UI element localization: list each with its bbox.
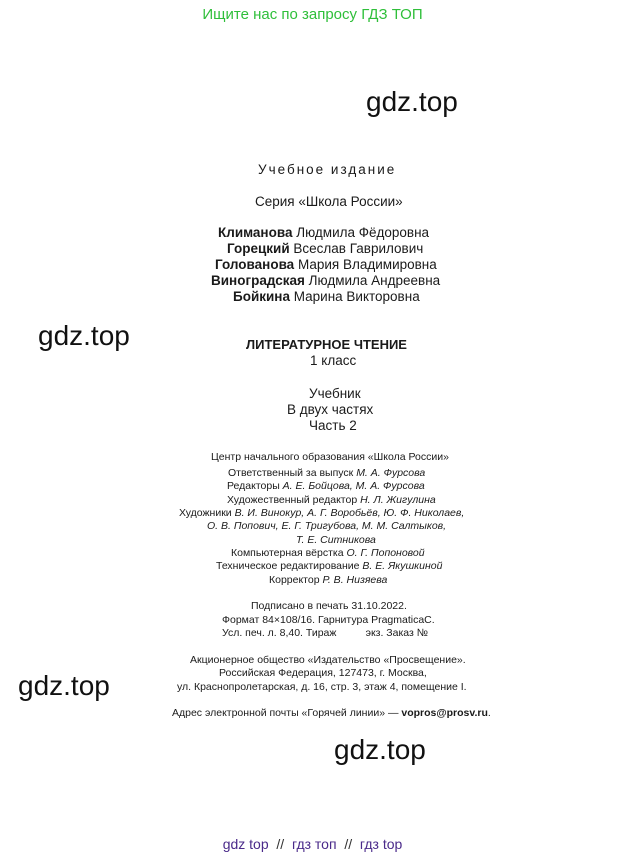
credit-artists-3 <box>296 534 376 546</box>
footer-link[interactable]: гдз топ <box>291 836 337 852</box>
author-surname: Виноградская <box>211 273 305 288</box>
author-name: Людмила Фёдоровна <box>296 225 430 240</box>
book-type: Учебник <box>309 386 361 401</box>
author-name: Всеслав Гаврилович <box>293 241 424 256</box>
credit-name: М. А. Фурсова <box>356 467 426 479</box>
credit-name: Н. Л. Жигулина <box>360 494 436 506</box>
publisher-line3: ул. Краснопролетарская, д. 16, стр. 3, этаж 4, помещение I. <box>177 681 467 693</box>
credit-label: Компьютерная вёрстка <box>231 547 344 559</box>
watermark: gdz.top <box>366 86 458 117</box>
author-line <box>227 241 423 256</box>
print-sheets: Усл. печ. л. 8,40. Тираж экз. Заказ № <box>222 627 429 639</box>
author-line <box>233 289 420 304</box>
credit-label: Художники <box>179 507 232 519</box>
author-line <box>211 273 440 288</box>
author-name: Людмила Андреевна <box>308 273 441 288</box>
credit-artists-2 <box>207 520 446 532</box>
watermark: gdz.top <box>18 670 110 701</box>
part-number: Часть 2 <box>309 418 357 433</box>
edition-type: Учебное издание <box>258 162 397 177</box>
credit-proofreader <box>269 574 387 586</box>
author-name: Марина Викторовна <box>293 289 420 304</box>
series: Серия «Школа России» <box>255 194 403 209</box>
credit-label: Корректор <box>269 574 320 586</box>
top-search-link[interactable]: Ищите нас по запросу ГДЗ ТОП <box>202 6 423 23</box>
author-surname: Климанова <box>218 225 293 240</box>
credit-name: А. Е. Бойцова, М. А. Фурсова <box>282 480 425 492</box>
print-format: Формат 84×108/16. Гарнитура PragmaticaC. <box>222 614 435 626</box>
credit-editors <box>227 480 425 492</box>
credit-layout <box>231 547 425 559</box>
credit-label: Ответственный за выпуск <box>228 467 354 479</box>
credit-tech <box>216 560 442 572</box>
print-signed: Подписано в печать 31.10.2022. <box>251 600 407 612</box>
author-surname: Голованова <box>215 257 295 272</box>
email-end: . <box>487 707 491 719</box>
credit-name: О. В. Попович, Е. Г. Тригубова, М. М. Салтыков, <box>207 520 447 532</box>
watermark: gdz.top <box>334 734 426 765</box>
hotline-email <box>172 707 491 719</box>
footer-links <box>0 836 625 852</box>
credit-responsible <box>228 467 425 479</box>
credit-art-editor <box>227 494 436 506</box>
footer-separator: // <box>276 836 285 852</box>
credit-name: Т. Е. Ситникова <box>296 534 376 546</box>
author-line <box>218 225 429 240</box>
credit-label: Художественный редактор <box>227 494 358 506</box>
footer-link[interactable]: gdz top <box>222 836 269 852</box>
publisher-line2: Российская Федерация, 127473, г. Москва, <box>219 667 427 679</box>
author-surname: Бойкина <box>233 289 290 304</box>
watermark: gdz.top <box>38 320 130 351</box>
grade: 1 класс <box>310 353 357 368</box>
author-surname: Горецкий <box>227 241 290 256</box>
credit-name: В. И. Винокур, А. Г. Воробьёв, Ю. Ф. Николаев, <box>234 507 465 519</box>
footer-link[interactable]: гдз top <box>359 836 403 852</box>
credits-center: Центр начального образования «Школа России» <box>211 451 449 463</box>
parts: В двух частях <box>287 402 374 417</box>
credit-name: Р. В. Низяева <box>322 574 388 586</box>
credit-label: Редакторы <box>227 480 280 492</box>
footer-separator: // <box>344 836 353 852</box>
credit-label: Техническое редактирование <box>216 560 360 572</box>
book-title: ЛИТЕРАТУРНОЕ ЧТЕНИЕ <box>246 337 407 352</box>
email-link[interactable]: vopros@prosv.ru <box>401 707 488 719</box>
author-line <box>215 257 437 272</box>
email-label: Адрес электронной почты «Горячей линии» — <box>172 707 399 719</box>
publisher-line1: Акционерное общество «Издательство «Просвещение». <box>190 654 466 666</box>
author-name: Мария Владимировна <box>297 257 437 272</box>
credit-name: В. Е. Якушкиной <box>362 560 443 572</box>
credit-name: О. Г. Попоновой <box>346 547 425 559</box>
credit-artists <box>179 507 464 519</box>
